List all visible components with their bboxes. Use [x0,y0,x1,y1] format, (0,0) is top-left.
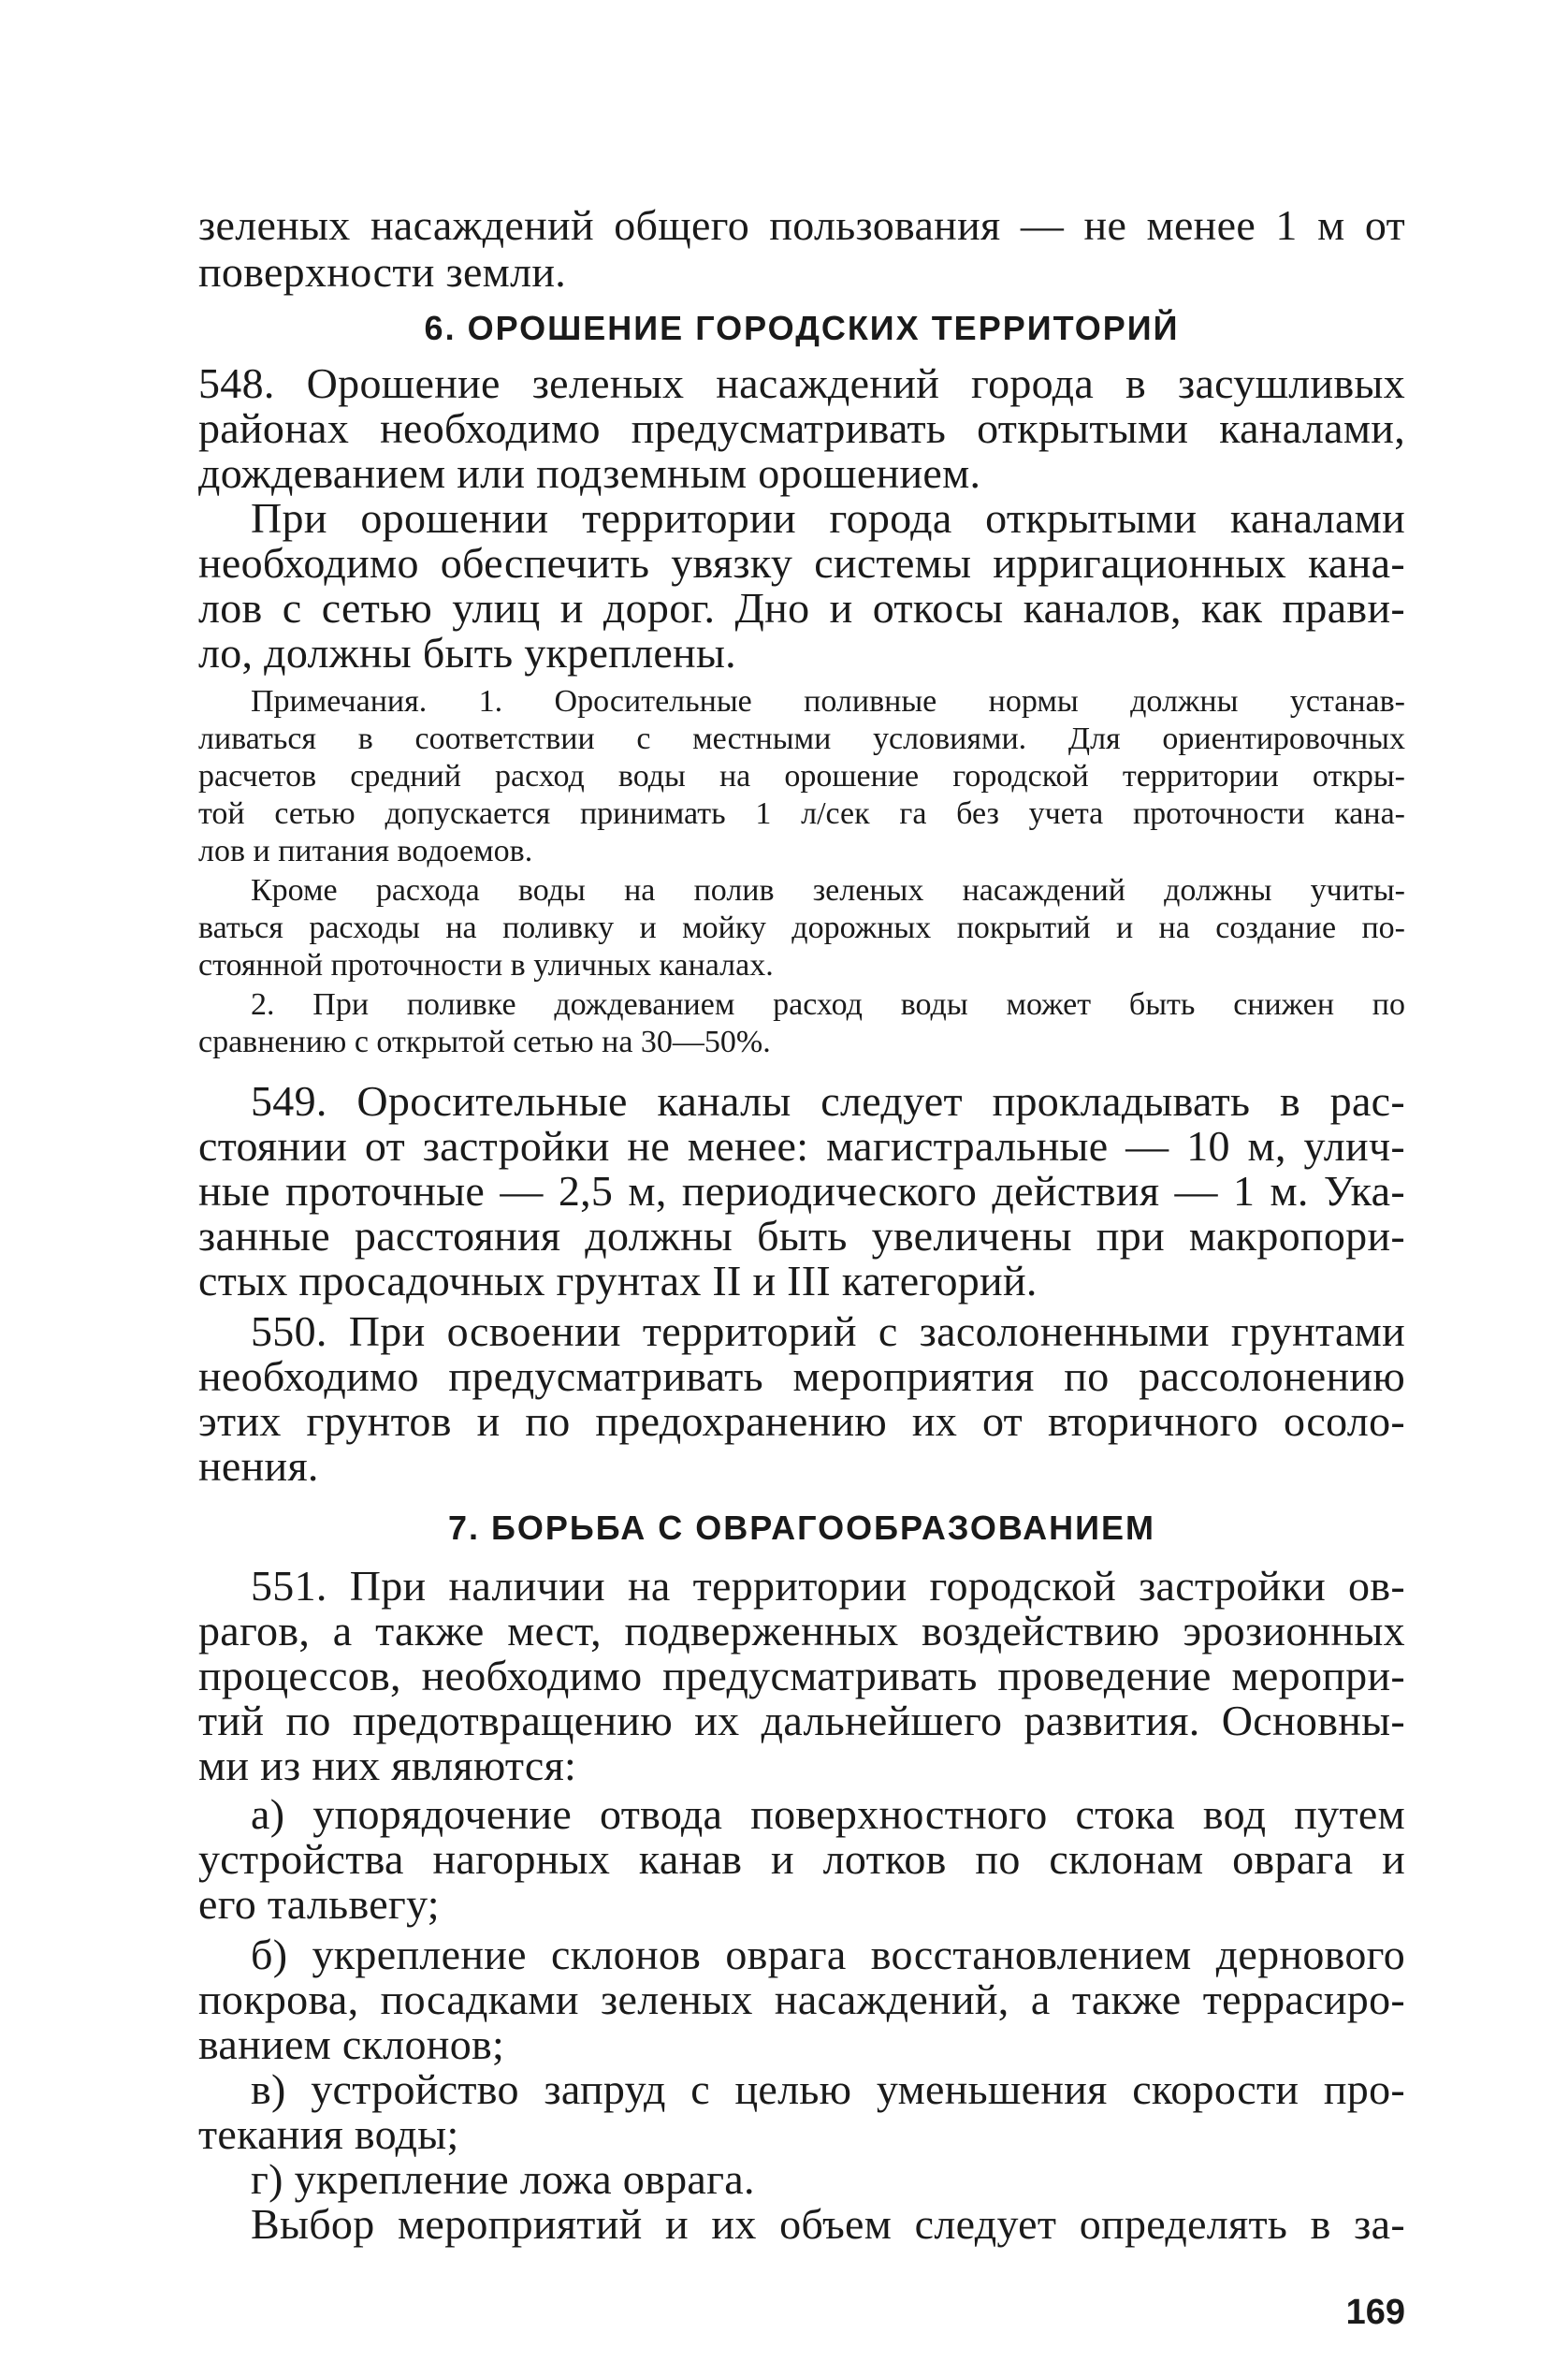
text-line: При орошении территории города открытыми каналами [251,494,1405,542]
note-line: ливаться в соответствии с местными условиями. Для ориентировочных [198,722,1405,756]
text-line: районах необходимо предусматривать открытыми каналами, [198,404,1405,452]
text-line: 551. При наличии на территории городской застройки ов- [251,1562,1405,1610]
text-line: ные проточные — 2,5 м, периодического действия — 1 м. Ука- [198,1167,1405,1215]
text-line: зеленых насаждений общего пользования — не менее 1 м от [198,201,1405,249]
list-item-line: а) упорядочение отвода поверхностного стока вод путем [251,1790,1405,1838]
text-line: стоянии от застройки не менее: магистральные — 10 м, улич- [198,1122,1405,1170]
list-item-line: устройства нагорных канав и лотков по склонам оврага и [198,1835,1405,1883]
note-line: сравнению с открытой сетью на 30—50%. [198,1025,771,1059]
list-item-line: покрова, посадками зеленых насаждений, а также террасиро- [198,1975,1405,2023]
note-line: ваться расходы на поливку и мойку дорожных покрытий и на создание по- [198,911,1405,945]
section-heading: 7. БОРЬБА С ОВРАГООБРАЗОВАНИЕМ [448,1509,1155,1547]
text-line: дождеванием или подземным орошением. [198,449,981,497]
text-line: занные расстояния должны быть увеличены при макропори- [198,1212,1405,1260]
text-line: лов с сетью улиц и дорог. Дно и откосы каналов, как прави- [198,584,1405,632]
list-item-line: г) укрепление ложа оврага. [251,2155,755,2203]
list-item-line: текания воды; [198,2110,459,2158]
note-line: лов и питания водоемов. [198,834,533,868]
text-line: 550. При освоении территорий с засолоненными грунтами [251,1307,1405,1355]
text-line: необходимо обеспечить увязку системы ирригационных кана- [198,539,1405,587]
text-line: этих грунтов и по предохранению их от вторичного осоло- [198,1397,1405,1445]
text-line: поверхности земли. [198,248,567,296]
text-line: ми из них являются: [198,1742,577,1789]
list-item-line: его тальвегу; [198,1880,440,1928]
text-line: необходимо предусматривать мероприятия по рассолонению [198,1352,1405,1400]
note-line: Кроме расхода воды на полив зеленых насаждений должны учиты- [251,873,1405,908]
section-heading: 6. ОРОШЕНИЕ ГОРОДСКИХ ТЕРРИТОРИЙ [424,309,1180,347]
note-line: Примечания. 1. Оросительные поливные нормы должны устанав- [251,684,1405,719]
list-item-line: в) устройство запруд с целью уменьшения скорости про- [251,2065,1405,2113]
list-item-line: ванием склонов; [198,2020,505,2068]
note-line: 2. При поливке дождеванием расход воды может быть снижен по [251,987,1405,1022]
note-line: той сетью допускается принимать 1 л/сек га без учета проточности кана- [198,796,1405,831]
page-number: 169 [1345,2293,1405,2332]
text-line: 549. Оросительные каналы следует прокладывать в рас- [251,1077,1405,1125]
note-line: стоянной проточности в уличных каналах. [198,948,774,983]
text-line: процессов, необходимо предусматривать проведение меропри- [198,1652,1405,1699]
text-line: рагов, а также мест, подверженных воздействию эрозионных [198,1607,1405,1654]
text-line: 548. Орошение зеленых насаждений города в засушливых [198,359,1405,407]
list-item-line: б) укрепление склонов оврага восстановлением дернового [251,1931,1405,1978]
text-line: нения. [198,1442,319,1490]
text-line: Выбор мероприятий и их объем следует определять в за- [251,2200,1405,2248]
text-line: тий по предотвращению их дальнейшего развития. Основны- [198,1697,1405,1744]
text-line: стых просадочных грунтах II и III категорий. [198,1257,1038,1305]
note-line: расчетов средний расход воды на орошение городской территории откры- [198,759,1405,794]
text-line: ло, должны быть укреплены. [198,629,736,677]
